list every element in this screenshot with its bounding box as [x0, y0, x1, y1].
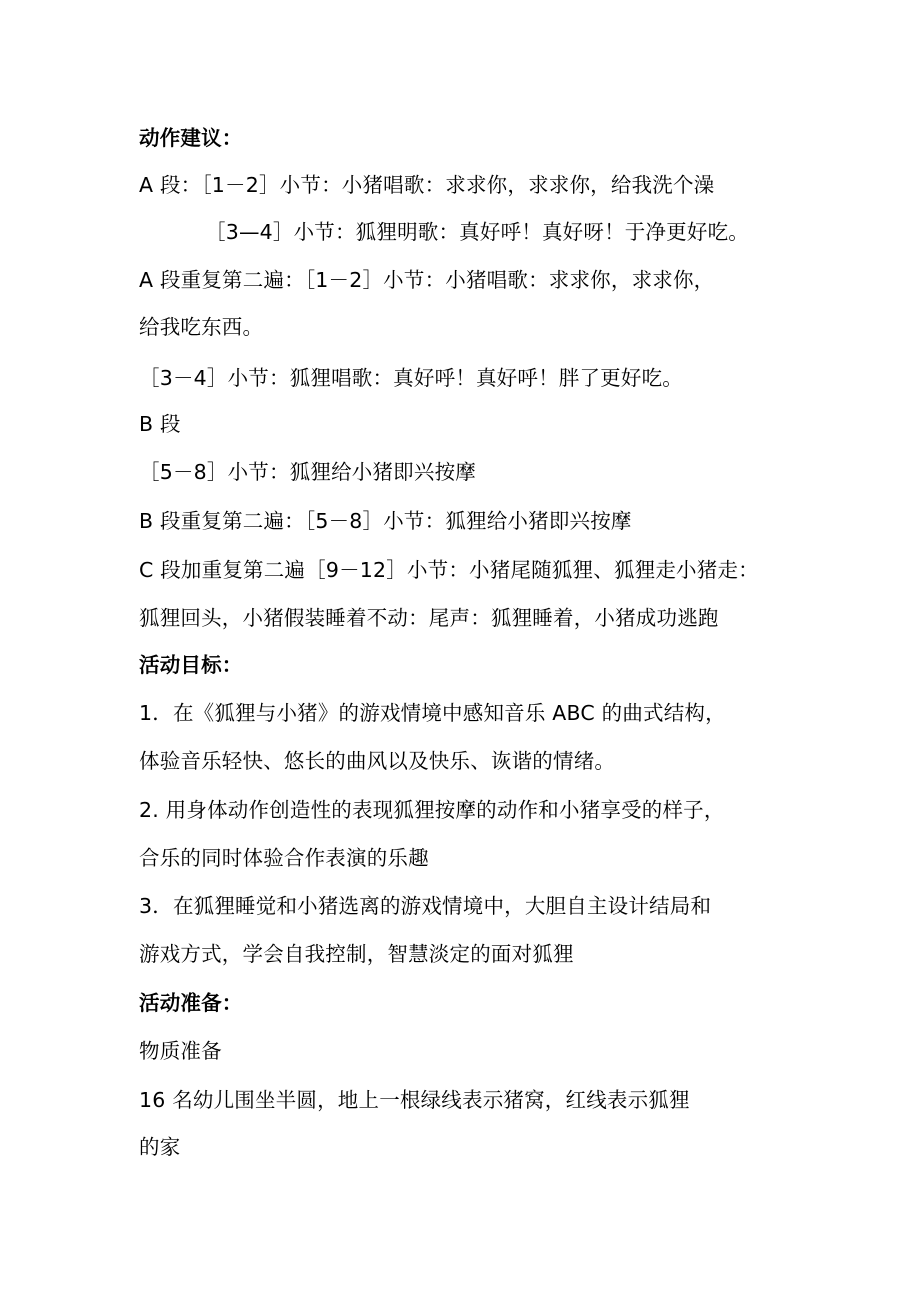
b-repeat-line: B 段重复第二遍：［5－8］小节：狐狸给小猪即兴按摩 — [139, 509, 632, 533]
heading-actions: 动作建议： — [139, 126, 243, 150]
goal-2-line-2: 合乐的同时体验合作表演的乐趣 — [139, 846, 429, 870]
a-section-line-2: ［3—4］小节：狐狸明歌：真好呼！真好呀！于净更好吃。 — [205, 220, 749, 244]
a-repeat-line-2: 给我吃东西。 — [139, 315, 264, 339]
b-section-title: B 段 — [139, 412, 181, 436]
a-repeat-line-3: ［3－4］小节：狐狸唱歌：真好呼！真好呼！胖了更好吃。 — [139, 366, 683, 390]
a-repeat-line-1: A 段重复第二遍：［1－2］小节：小猪唱歌：求求你，求求你， — [139, 268, 715, 292]
prep-line-2: 的家 — [139, 1135, 181, 1159]
goal-3-line-1: 3．在狐狸睡觉和小猪选离的游戏情境中，大胆自主设计结局和 — [139, 894, 712, 918]
heading-goals: 活动目标： — [139, 653, 243, 677]
goal-3-line-2: 游戏方式，学会自我控制，智慧淡定的面对狐狸 — [139, 942, 574, 966]
c-section-line-2: 狐狸回头，小猪假装睡着不动：尾声：狐狸睡着，小猪成功逃跑 — [139, 606, 719, 630]
c-section-line-1: C 段加重复第二遍［9－12］小节：小猪尾随狐狸、狐狸走小猪走： — [139, 558, 759, 582]
goal-1-line-2: 体验音乐轻快、悠长的曲风以及快乐、诙谐的情绪。 — [139, 749, 616, 773]
prep-line-1: 16 名幼儿围坐半圆，地上一根绿线表示猪窝，红线表示狐狸 — [139, 1088, 690, 1112]
prep-subtitle: 物质准备 — [139, 1039, 222, 1063]
a-section-line-1: A 段：［1－2］小节：小猪唱歌：求求你，求求你，给我洗个澡 — [139, 173, 715, 197]
heading-prep: 活动准备： — [139, 991, 243, 1015]
b-section-line-1: ［5－8］小节：狐狸给小猪即兴按摩 — [139, 460, 476, 484]
goal-2-line-1: 2. 用身体动作创造性的表现狐狸按摩的动作和小猪享受的样子， — [139, 798, 725, 822]
goal-1-line-1: 1．在《狐狸与小猪》的游戏情境中感知音乐 ABC 的曲式结构， — [139, 701, 726, 725]
